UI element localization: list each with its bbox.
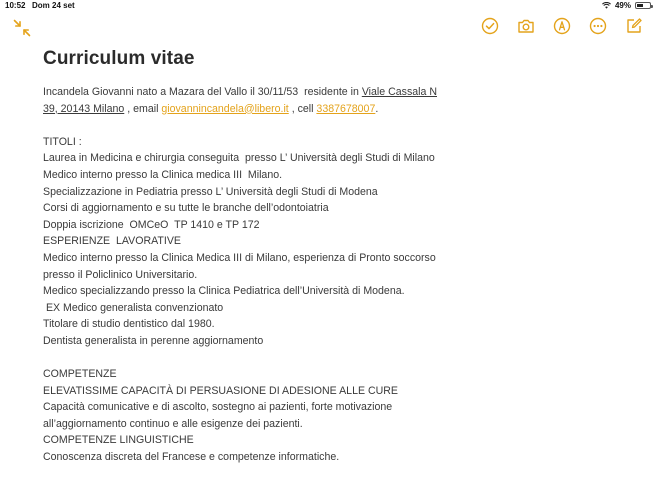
document-title: Curriculum vitae — [43, 48, 195, 69]
text-line: Corsi di aggiornamento e su tutte le branche dell’odontoiatria — [43, 202, 329, 215]
address-link[interactable]: Viale Cassala N — [361, 86, 437, 98]
text-line: Capacità comunicative e di ascolto, sostegno ai pazienti, forte motivazione — [43, 401, 393, 414]
intro-text: , cell — [288, 102, 317, 115]
address-link[interactable]: 39, 20143 Milano — [43, 102, 125, 115]
more-icon[interactable] — [589, 17, 607, 35]
note-document[interactable] — [43, 48, 513, 466]
text-line: all’aggiornamento continuo e alle esigenze dei pazienti. — [43, 417, 303, 430]
compose-icon[interactable] — [625, 17, 643, 35]
text-line: Medico interno presso la Clinica medica III Milano. — [43, 168, 283, 181]
battery-fill — [637, 4, 643, 7]
phone-link[interactable]: 3387678007 — [316, 102, 376, 115]
toolbar-right — [481, 17, 643, 35]
intro-line — [43, 84, 513, 101]
text-line: Specializzazione in Pediatria presso L’ Università degli Studi di Modena — [43, 185, 378, 198]
markup-icon[interactable] — [553, 17, 571, 35]
text-line: presso il Policlinico Universitario. — [43, 268, 198, 281]
email-link[interactable]: giovannincandela@libero.it — [161, 102, 289, 115]
status-time: 10:52 — [5, 1, 26, 10]
intro-text: . — [375, 102, 379, 115]
status-right — [602, 1, 651, 10]
camera-icon[interactable] — [517, 17, 535, 35]
text-line: Conoscenza discreta del Francese e competenze informatiche. — [43, 451, 340, 464]
battery-percent: 49% — [614, 1, 631, 10]
text-line: Medico specializzando presso la Clinica Pediatrica dell’Università di Modena. — [43, 285, 405, 298]
intro-paragraph — [43, 84, 513, 117]
toolbar-left — [13, 19, 31, 37]
text-line: COMPETENZE LINGUISTICHE — [43, 434, 194, 447]
text-line: TITOLI : — [43, 135, 82, 148]
text-line: ESPERIENZE LAVORATIVE — [43, 235, 181, 248]
status-bar — [0, 0, 657, 12]
text-line: ELEVATISSIME CAPACITÀ DI PERSUASIONE DI ADESIONE ALLE CURE — [43, 384, 398, 397]
intro-text: , email — [124, 102, 162, 115]
battery-icon — [635, 2, 651, 9]
status-date: Dom 24 set — [32, 1, 75, 10]
text-line: Dentista generalista in perenne aggiornamento — [43, 334, 264, 347]
intro-text: Incandela Giovanni nato a Mazara del Vallo il 30/11/53 residente in — [43, 86, 362, 98]
wifi-icon — [602, 2, 611, 9]
text-line: EX Medico generalista convenzionato — [43, 301, 224, 314]
intro-line — [43, 101, 513, 118]
collapse-icon[interactable] — [13, 19, 31, 37]
body-section — [43, 134, 513, 466]
text-line: Laurea in Medicina e chirurgia conseguita presso L’ Università degli Studi di Milano — [43, 152, 435, 165]
text-line: Medico interno presso la Clinica Medica III di Milano, esperienza di Pronto soccorso — [43, 251, 436, 264]
text-line: COMPETENZE — [43, 368, 117, 381]
text-line: Titolare di studio dentistico dal 1980. — [43, 318, 215, 331]
text-line — [43, 350, 513, 367]
text-line: Doppia iscrizione OMCeO TP 1410 e TP 172 — [43, 218, 260, 231]
checklist-icon[interactable] — [481, 17, 499, 35]
